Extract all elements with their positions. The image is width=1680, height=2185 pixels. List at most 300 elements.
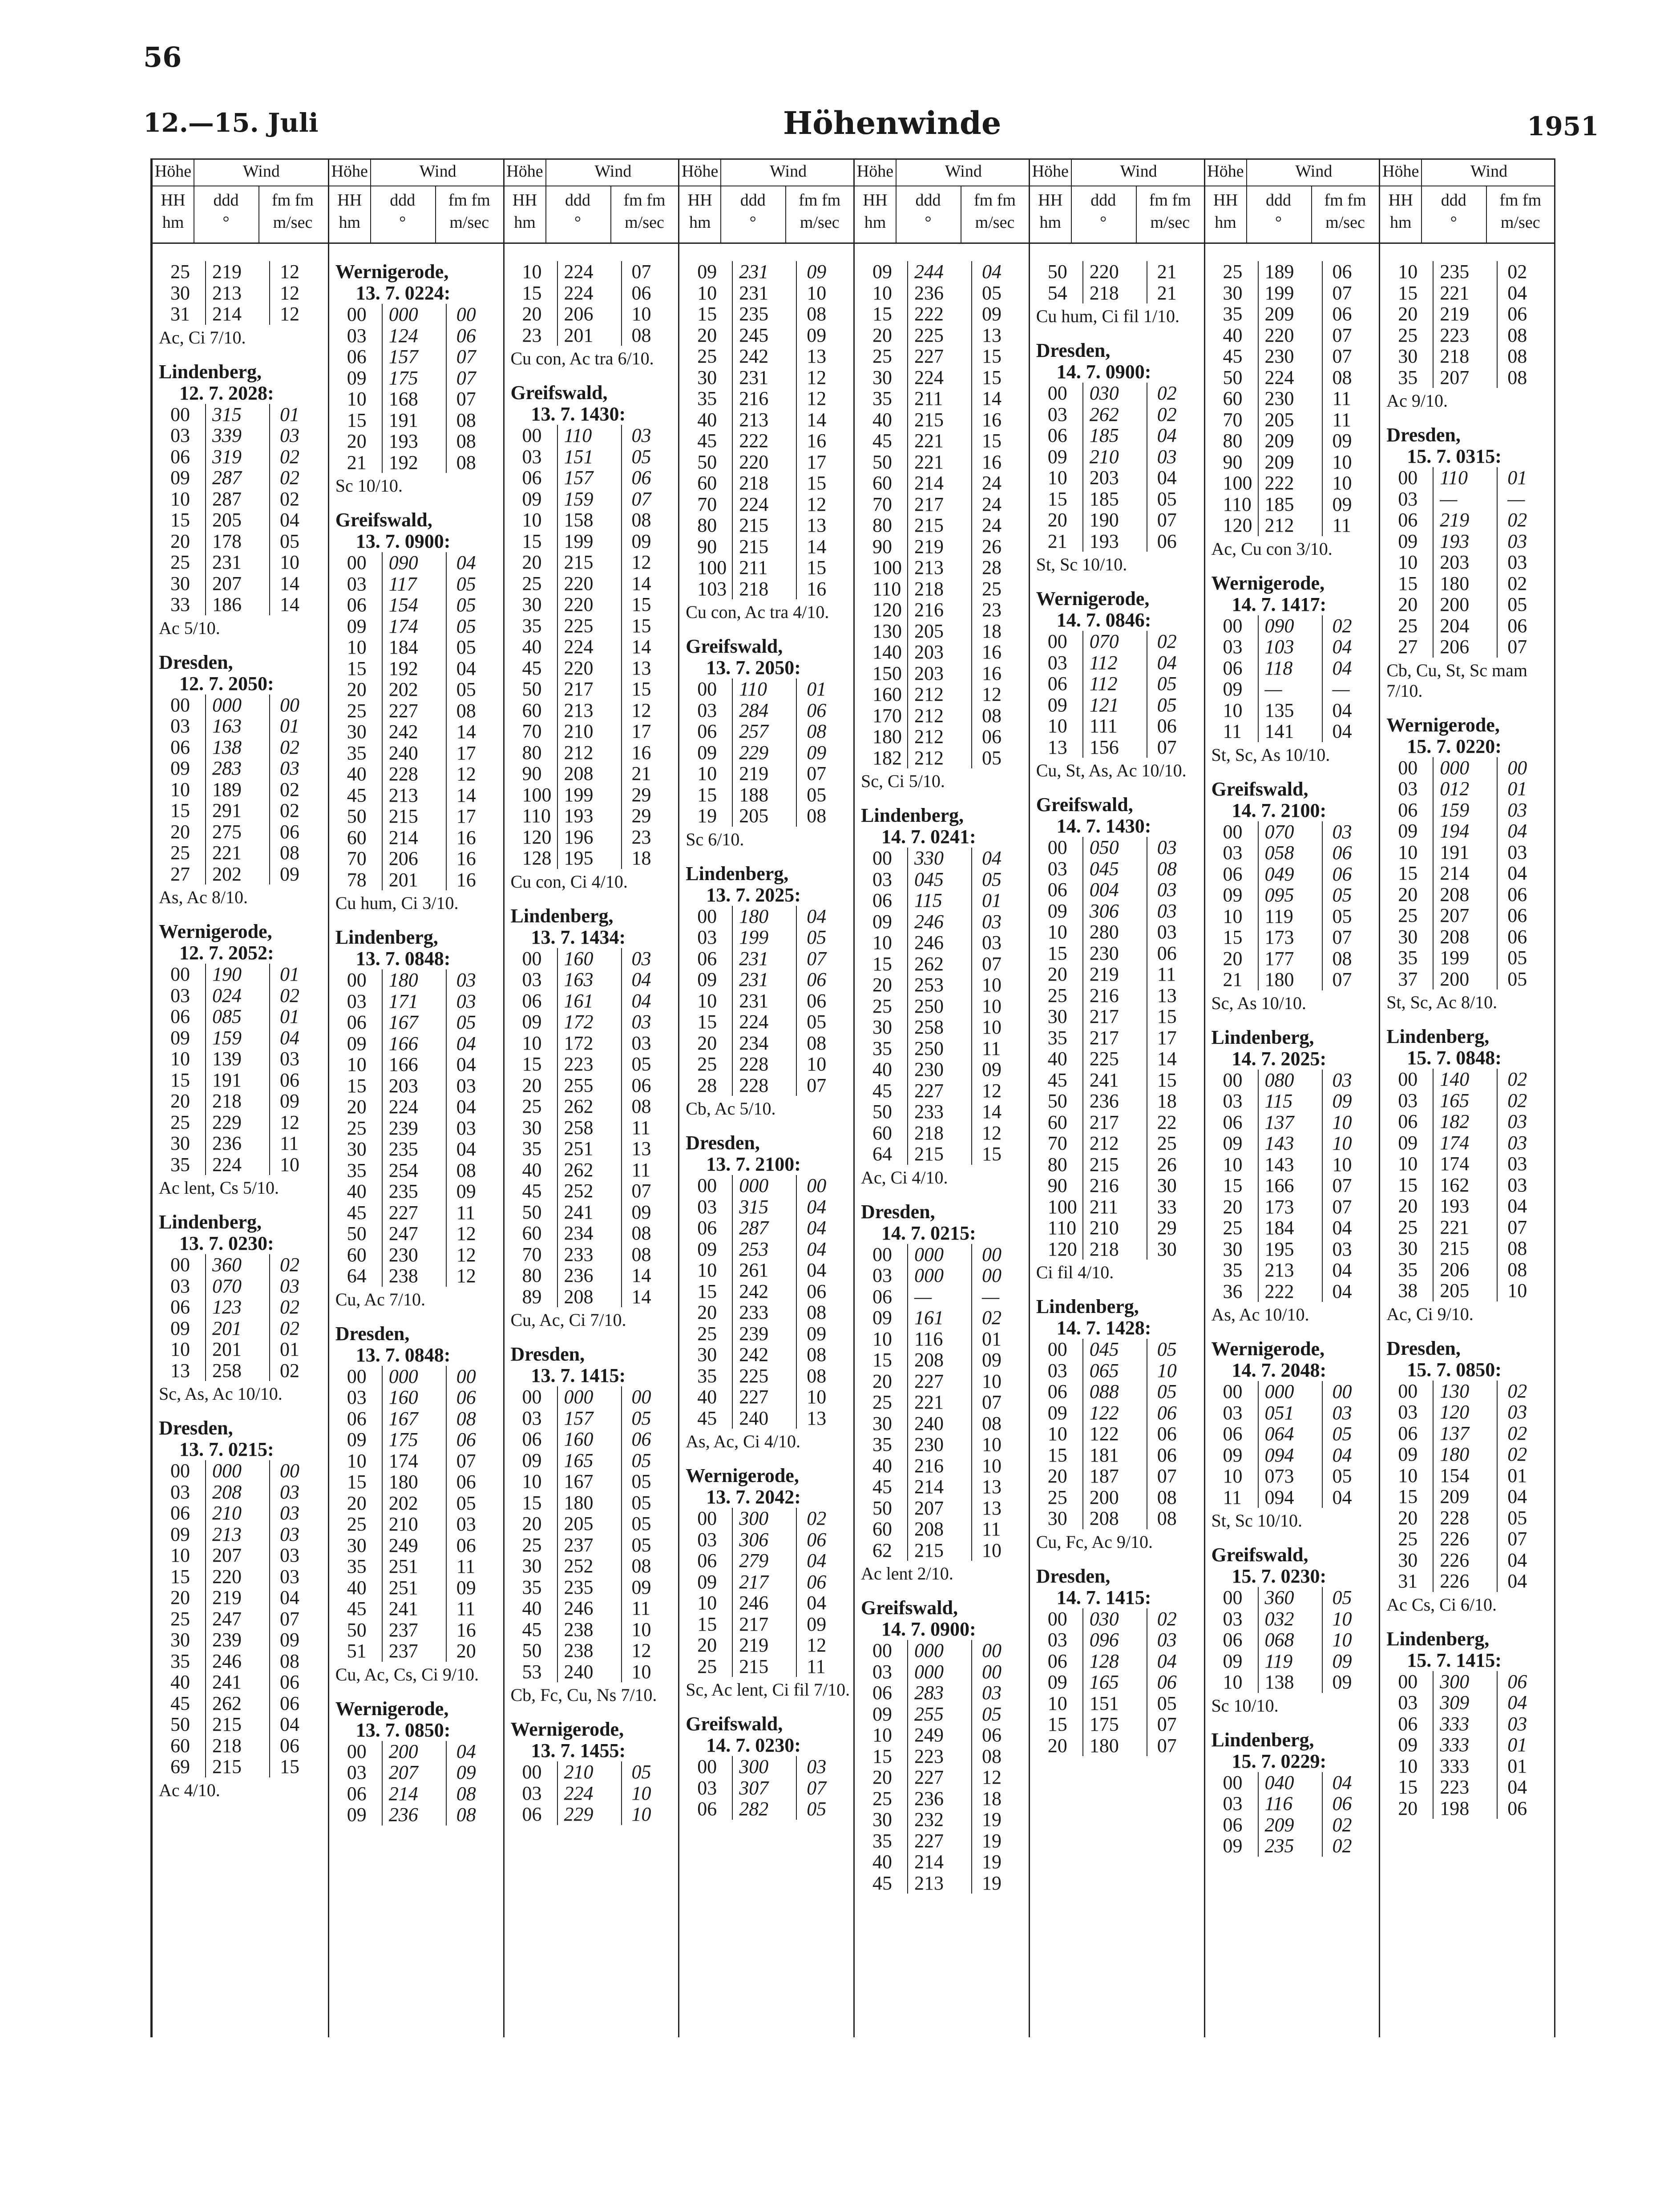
speed-cell: 08 xyxy=(446,431,492,452)
table-row xyxy=(1205,1175,1379,1196)
speed-cell: 13 xyxy=(971,1476,1018,1498)
speed-cell: 08 xyxy=(446,452,492,473)
speed-cell: 10 xyxy=(1322,1154,1368,1175)
hhh-label: HH hm xyxy=(1388,191,1413,232)
speed-cell: 04 xyxy=(446,1139,492,1160)
fmfm-label: fm fm m/sec xyxy=(1499,191,1542,232)
speed-cell: 11 xyxy=(621,1159,667,1181)
ddd-label: ddd ° xyxy=(915,191,941,232)
direction-cell: 012 xyxy=(1433,778,1484,800)
speed-cell: 19 xyxy=(971,1873,1018,1894)
table-row xyxy=(679,1011,853,1033)
direction-cell: 024 xyxy=(205,985,257,1006)
direction-cell: 212 xyxy=(1082,1133,1134,1154)
height-cell: 36 xyxy=(1223,1280,1243,1302)
height-cell: 15 xyxy=(1047,488,1067,510)
height-cell: 90 xyxy=(1223,451,1243,473)
speed-cell: 00 xyxy=(621,1386,667,1408)
direction-cell: 330 xyxy=(907,848,959,869)
table-row xyxy=(1380,1381,1554,1402)
station-name: Dresden, xyxy=(1386,424,1461,446)
speed-cell: 11 xyxy=(1322,409,1368,431)
height-cell: 50 xyxy=(347,1619,367,1641)
direction-cell: 213 xyxy=(205,283,257,304)
height-cell: 20 xyxy=(1047,1734,1067,1757)
data-column xyxy=(678,242,853,2037)
height-cell: 15 xyxy=(1398,282,1418,304)
cloud-note: Ci fil 4/10. xyxy=(1036,1262,1114,1282)
height-cell: 30 xyxy=(522,1116,542,1139)
direction-cell: 222 xyxy=(907,303,959,325)
direction-cell: 120 xyxy=(1433,1401,1484,1423)
height-cell: 40 xyxy=(522,1159,542,1181)
speed-cell: 09 xyxy=(796,1614,842,1635)
height-cell: 45 xyxy=(522,1618,542,1640)
cloud-note: Cb, Cu, St, Sc mam 7/10. xyxy=(1386,660,1527,701)
direction-cell: 128 xyxy=(1082,1651,1134,1672)
speed-cell: 15 xyxy=(796,557,842,578)
height-cell: 30 xyxy=(522,1555,542,1577)
speed-cell: 14 xyxy=(621,1286,667,1308)
direction-cell: 205 xyxy=(205,509,257,531)
height-cell: 03 xyxy=(1398,1692,1418,1713)
table-row xyxy=(1380,1571,1554,1592)
speed-cell: 02 xyxy=(269,1296,315,1318)
cloud-note: Cu con, Ac tra 6/10. xyxy=(510,348,654,368)
direction-cell: 230 xyxy=(907,1434,959,1455)
speed-cell: 10 xyxy=(1322,473,1368,494)
speed-cell: 05 xyxy=(1497,594,1543,615)
speed-cell: 12 xyxy=(621,700,667,721)
direction-cell: 000 xyxy=(557,1386,609,1408)
direction-cell: 049 xyxy=(1258,864,1309,885)
table-row xyxy=(1380,594,1554,615)
speed-cell: 16 xyxy=(971,642,1018,663)
speed-cell: 03 xyxy=(1322,821,1368,843)
height-cell: 15 xyxy=(347,409,367,431)
table-row xyxy=(1030,1423,1204,1445)
height-cell: 60 xyxy=(872,1518,892,1540)
observation-time: 14. 7. 0241: xyxy=(881,826,976,848)
speed-cell: 17 xyxy=(446,806,492,827)
height-cell: 19 xyxy=(697,805,717,827)
speed-cell: 10 xyxy=(971,996,1018,1017)
table-row xyxy=(505,573,678,594)
direction-cell: 283 xyxy=(907,1682,959,1704)
direction-cell: 196 xyxy=(557,827,609,848)
height-cell: 25 xyxy=(1398,1528,1418,1550)
speed-cell: 06 xyxy=(796,700,842,721)
table-row xyxy=(505,1535,678,1556)
table-row xyxy=(329,325,503,347)
table-row xyxy=(329,1033,503,1054)
direction-cell: 207 xyxy=(382,1762,433,1783)
speed-cell: 06 xyxy=(796,969,842,990)
height-cell: 20 xyxy=(1398,303,1418,325)
direction-cell: 210 xyxy=(205,1502,257,1524)
table-row xyxy=(153,1566,328,1587)
speed-cell: 05 xyxy=(621,1450,667,1471)
speed-cell: 00 xyxy=(1322,1381,1368,1402)
fmfm-label: fm fm m/sec xyxy=(974,191,1016,232)
height-cell: 20 xyxy=(522,303,542,325)
table-row xyxy=(679,1386,853,1408)
direction-cell: 227 xyxy=(382,1202,433,1224)
table-row xyxy=(329,1535,503,1556)
height-cell: 06 xyxy=(1223,1813,1243,1836)
height-cell: 11 xyxy=(1223,720,1242,742)
table-row xyxy=(679,1075,853,1096)
height-cell: 30 xyxy=(1398,345,1418,367)
height-cell: 00 xyxy=(1398,467,1418,489)
wind-label: Wind xyxy=(242,162,280,181)
table-row xyxy=(505,1555,678,1577)
direction-cell: 251 xyxy=(382,1556,433,1577)
direction-cell: 246 xyxy=(907,911,959,933)
table-row xyxy=(1205,658,1379,679)
table-row xyxy=(505,489,678,510)
speed-cell: 08 xyxy=(621,1244,667,1265)
speed-cell: 29 xyxy=(621,784,667,806)
cloud-note: Cu, Fc, Ac 9/10. xyxy=(1036,1531,1153,1552)
height-cell: 64 xyxy=(347,1265,367,1287)
height-cell: 03 xyxy=(1223,842,1243,864)
speed-cell: 04 xyxy=(446,1033,492,1054)
speed-cell: 08 xyxy=(796,805,842,827)
table-row xyxy=(153,1651,328,1672)
height-cell: 20 xyxy=(1398,1797,1418,1819)
table-row xyxy=(1205,1835,1379,1857)
height-cell: 45 xyxy=(522,1180,542,1202)
direction-cell: 210 xyxy=(557,1761,609,1783)
height-cell: 21 xyxy=(1047,530,1067,552)
cloud-note: As, Ac 8/10. xyxy=(159,887,248,907)
direction-cell: 000 xyxy=(907,1661,959,1683)
height-cell: 78 xyxy=(347,868,367,891)
observation-time: 15. 7. 0848: xyxy=(1407,1047,1502,1069)
table-row xyxy=(855,1413,1029,1434)
direction-cell: 224 xyxy=(382,1096,433,1118)
speed-cell: 15 xyxy=(971,430,1018,452)
table-row xyxy=(505,1619,678,1640)
sounding-block xyxy=(1030,340,1204,575)
speed-cell: 03 xyxy=(1497,1132,1543,1154)
direction-cell: 306 xyxy=(732,1529,783,1551)
height-cell: 03 xyxy=(1398,1401,1418,1423)
speed-cell: 09 xyxy=(971,1349,1018,1371)
height-cell: 27 xyxy=(1398,636,1418,658)
sounding-block xyxy=(1030,261,1204,327)
height-cell: 20 xyxy=(1047,509,1067,531)
direction-cell: 163 xyxy=(557,969,609,990)
direction-cell: 227 xyxy=(907,1830,959,1852)
sounding-block xyxy=(1205,1338,1379,1531)
direction-cell: 216 xyxy=(907,599,959,621)
table-row xyxy=(329,1139,503,1160)
height-cell: 60 xyxy=(522,699,542,721)
table-row xyxy=(855,346,1029,367)
speed-cell: 00 xyxy=(971,1640,1018,1661)
direction-cell: 227 xyxy=(907,1767,959,1788)
table-row xyxy=(1030,1402,1204,1424)
table-row xyxy=(1205,261,1379,283)
speed-cell: 04 xyxy=(1497,863,1543,884)
direction-cell: 236 xyxy=(557,1265,609,1286)
table-row xyxy=(329,1160,503,1181)
speed-cell: 06 xyxy=(1147,1423,1193,1445)
sounding-block xyxy=(1030,1296,1204,1552)
speed-cell: 08 xyxy=(1147,858,1193,880)
direction-cell: 154 xyxy=(382,594,433,616)
direction-cell: 219 xyxy=(1433,303,1484,325)
speed-cell: 08 xyxy=(269,842,315,864)
speed-cell: 10 xyxy=(971,1540,1018,1561)
direction-cell: 180 xyxy=(557,1492,609,1514)
table-row xyxy=(1380,1069,1554,1090)
height-cell: 09 xyxy=(170,1026,190,1049)
observation-time: 14. 7. 0215: xyxy=(881,1222,976,1244)
table-row xyxy=(1030,531,1204,552)
height-cell: 25 xyxy=(872,1787,892,1809)
speed-cell: 13 xyxy=(1147,985,1193,1006)
direction-cell: 214 xyxy=(907,473,959,494)
direction-cell: 333 xyxy=(1433,1734,1484,1756)
height-cell: 10 xyxy=(1398,261,1418,283)
speed-cell: 06 xyxy=(1147,531,1193,552)
table-row xyxy=(855,953,1029,975)
speed-cell: 14 xyxy=(971,388,1018,409)
height-cell: 09 xyxy=(1223,1132,1243,1154)
height-cell: 03 xyxy=(347,1386,367,1408)
direction-cell: 218 xyxy=(1082,1239,1134,1260)
station-name: Greifswald, xyxy=(1211,778,1308,800)
speed-cell: 07 xyxy=(796,1777,842,1799)
direction-cell: 315 xyxy=(205,404,257,425)
direction-cell: 180 xyxy=(1082,1735,1134,1757)
direction-cell: 123 xyxy=(205,1296,257,1318)
table-row xyxy=(679,1302,853,1323)
direction-cell: 279 xyxy=(732,1550,783,1571)
direction-cell: 119 xyxy=(1258,906,1309,927)
direction-cell: 230 xyxy=(1258,346,1309,367)
direction-cell: 239 xyxy=(382,1118,433,1139)
height-cell: 00 xyxy=(347,1365,367,1387)
height-cell: 70 xyxy=(1047,1132,1067,1154)
height-cell: 27 xyxy=(170,863,190,885)
speed-cell: 13 xyxy=(796,1408,842,1429)
speed-cell: 10 xyxy=(796,283,842,304)
direction-cell: 215 xyxy=(907,515,959,536)
observation-time: 13. 7. 0900: xyxy=(355,530,451,552)
table-row xyxy=(153,404,328,425)
table-row xyxy=(505,1265,678,1286)
table-row xyxy=(855,1286,1029,1308)
height-cell: 20 xyxy=(170,530,190,552)
speed-cell: 06 xyxy=(446,1535,492,1556)
table-row xyxy=(505,1180,678,1202)
direction-cell: 226 xyxy=(1433,1528,1484,1550)
table-row xyxy=(505,1804,678,1825)
table-row xyxy=(1380,1238,1554,1259)
speed-cell: 04 xyxy=(1322,1260,1368,1281)
direction-cell: 215 xyxy=(907,1540,959,1561)
table-row xyxy=(1030,1693,1204,1714)
direction-cell: 199 xyxy=(557,531,609,552)
speed-cell: 07 xyxy=(1322,927,1368,948)
height-cell: 10 xyxy=(1047,467,1067,489)
speed-cell: 14 xyxy=(971,1101,1018,1123)
table-row xyxy=(1380,926,1554,948)
speed-cell: 06 xyxy=(621,283,667,304)
height-cell: 10 xyxy=(697,1259,717,1281)
direction-cell: 130 xyxy=(1433,1381,1484,1402)
table-row xyxy=(153,573,328,594)
height-cell: 30 xyxy=(697,366,717,388)
height-cell: 40 xyxy=(872,1851,892,1873)
table-row xyxy=(1380,1090,1554,1111)
direction-cell: 241 xyxy=(205,1672,257,1693)
table-row xyxy=(855,1307,1029,1329)
speed-cell: 10 xyxy=(1322,1629,1368,1651)
table-row xyxy=(855,1788,1029,1809)
speed-cell: 04 xyxy=(796,1239,842,1260)
table-row xyxy=(153,1090,328,1112)
speed-cell: 04 xyxy=(971,261,1018,283)
direction-cell: 251 xyxy=(382,1577,433,1599)
height-cell: 100 xyxy=(1047,1195,1077,1218)
cloud-note: Ac lent 2/10. xyxy=(861,1563,953,1583)
speed-cell: 08 xyxy=(1147,1508,1193,1529)
height-cell: 25 xyxy=(347,1117,367,1139)
speed-cell: 04 xyxy=(269,1027,315,1049)
direction-cell: 174 xyxy=(382,1450,433,1472)
table-row xyxy=(1380,863,1554,884)
observation-time: 13. 7. 2050: xyxy=(706,657,801,679)
speed-cell: 09 xyxy=(269,864,315,885)
direction-cell: 300 xyxy=(732,1508,783,1529)
speed-cell: 16 xyxy=(971,452,1018,473)
speed-cell: 02 xyxy=(971,1307,1018,1329)
table-row xyxy=(329,1265,503,1287)
table-row xyxy=(153,1318,328,1339)
table-row xyxy=(505,679,678,700)
observation-time: 12. 7. 2052: xyxy=(179,942,274,964)
speed-cell: 07 xyxy=(446,388,492,410)
direction-cell: 030 xyxy=(1082,383,1134,404)
height-cell: 40 xyxy=(170,1671,190,1693)
speed-cell: 05 xyxy=(621,1513,667,1535)
speed-cell: 12 xyxy=(446,1265,492,1287)
height-cell: 69 xyxy=(170,1756,190,1777)
height-cell: 20 xyxy=(170,820,190,843)
height-cell: 89 xyxy=(522,1285,542,1308)
speed-cell: 10 xyxy=(1497,1280,1543,1301)
table-row xyxy=(855,1434,1029,1455)
direction-cell: 217 xyxy=(732,1571,783,1593)
table-row xyxy=(679,1239,853,1260)
direction-cell: 199 xyxy=(732,927,783,948)
direction-cell: 287 xyxy=(732,1217,783,1239)
height-cell: 00 xyxy=(872,1640,892,1661)
height-cell: 09 xyxy=(1398,820,1418,842)
direction-cell: 171 xyxy=(382,991,433,1012)
speed-cell: 00 xyxy=(1497,757,1543,779)
direction-cell: 360 xyxy=(205,1254,257,1276)
table-row xyxy=(1380,1528,1554,1550)
speed-cell: 09 xyxy=(796,1323,842,1345)
fmfm-label: fm fm m/sec xyxy=(623,191,666,232)
table-row xyxy=(855,848,1029,869)
speed-cell: 04 xyxy=(1322,658,1368,679)
speed-cell: 06 xyxy=(796,1281,842,1302)
station-name: Greifswald, xyxy=(686,1713,783,1735)
speed-cell: 05 xyxy=(1497,947,1543,969)
hoehe-label: Höhe xyxy=(1032,162,1069,181)
table-row xyxy=(1205,515,1379,536)
table-row xyxy=(153,842,328,864)
speed-cell: 03 xyxy=(1322,1070,1368,1091)
wind-label: Wind xyxy=(419,162,456,181)
speed-cell: 05 xyxy=(1497,1507,1543,1529)
speed-cell: 10 xyxy=(1147,1360,1193,1381)
direction-cell: 194 xyxy=(1433,820,1484,842)
height-cell: 09 xyxy=(1223,1444,1243,1466)
speed-cell: 12 xyxy=(446,1244,492,1266)
height-cell: 03 xyxy=(697,699,717,721)
table-row xyxy=(329,1598,503,1620)
direction-cell: 103 xyxy=(1258,636,1309,658)
sounding-block xyxy=(679,1713,853,1820)
fmfm-label: fm fm m/sec xyxy=(448,191,490,232)
height-cell: 25 xyxy=(697,1655,717,1677)
table-row xyxy=(153,1587,328,1608)
direction-cell: 193 xyxy=(1433,1195,1484,1217)
table-row xyxy=(505,721,678,742)
height-cell: 50 xyxy=(872,1497,892,1519)
table-row xyxy=(855,557,1029,578)
speed-cell: 04 xyxy=(1497,1571,1543,1592)
table-row xyxy=(1205,494,1379,515)
cloud-note: As, Ac 10/10. xyxy=(1211,1305,1309,1325)
speed-cell: 06 xyxy=(796,1529,842,1551)
observation-time: 13. 7. 1455: xyxy=(531,1740,626,1761)
height-cell: 09 xyxy=(347,367,367,389)
table-row xyxy=(855,1392,1029,1413)
table-row xyxy=(505,658,678,679)
height-cell: 00 xyxy=(1223,614,1243,637)
direction-cell: 216 xyxy=(1082,985,1134,1006)
table-row xyxy=(153,779,328,800)
speed-cell: 05 xyxy=(1147,673,1193,695)
height-cell: 03 xyxy=(872,868,892,890)
table-row xyxy=(1205,473,1379,494)
speed-cell: 03 xyxy=(1322,1402,1368,1424)
speed-cell: 15 xyxy=(621,594,667,615)
speed-cell: 14 xyxy=(621,636,667,658)
height-cell: 25 xyxy=(872,345,892,367)
table-row xyxy=(153,594,328,615)
direction-cell: 215 xyxy=(1433,1238,1484,1259)
table-row xyxy=(679,700,853,721)
height-cell: 110 xyxy=(1047,1217,1077,1239)
observation-time: 14. 7. 0900: xyxy=(881,1618,976,1640)
wind-label: Wind xyxy=(1295,162,1333,181)
height-cell: 09 xyxy=(872,261,892,283)
direction-cell: 212 xyxy=(907,684,959,705)
speed-cell: 03 xyxy=(1147,837,1193,858)
direction-cell: 225 xyxy=(907,325,959,346)
height-cell: 25 xyxy=(1398,905,1418,926)
